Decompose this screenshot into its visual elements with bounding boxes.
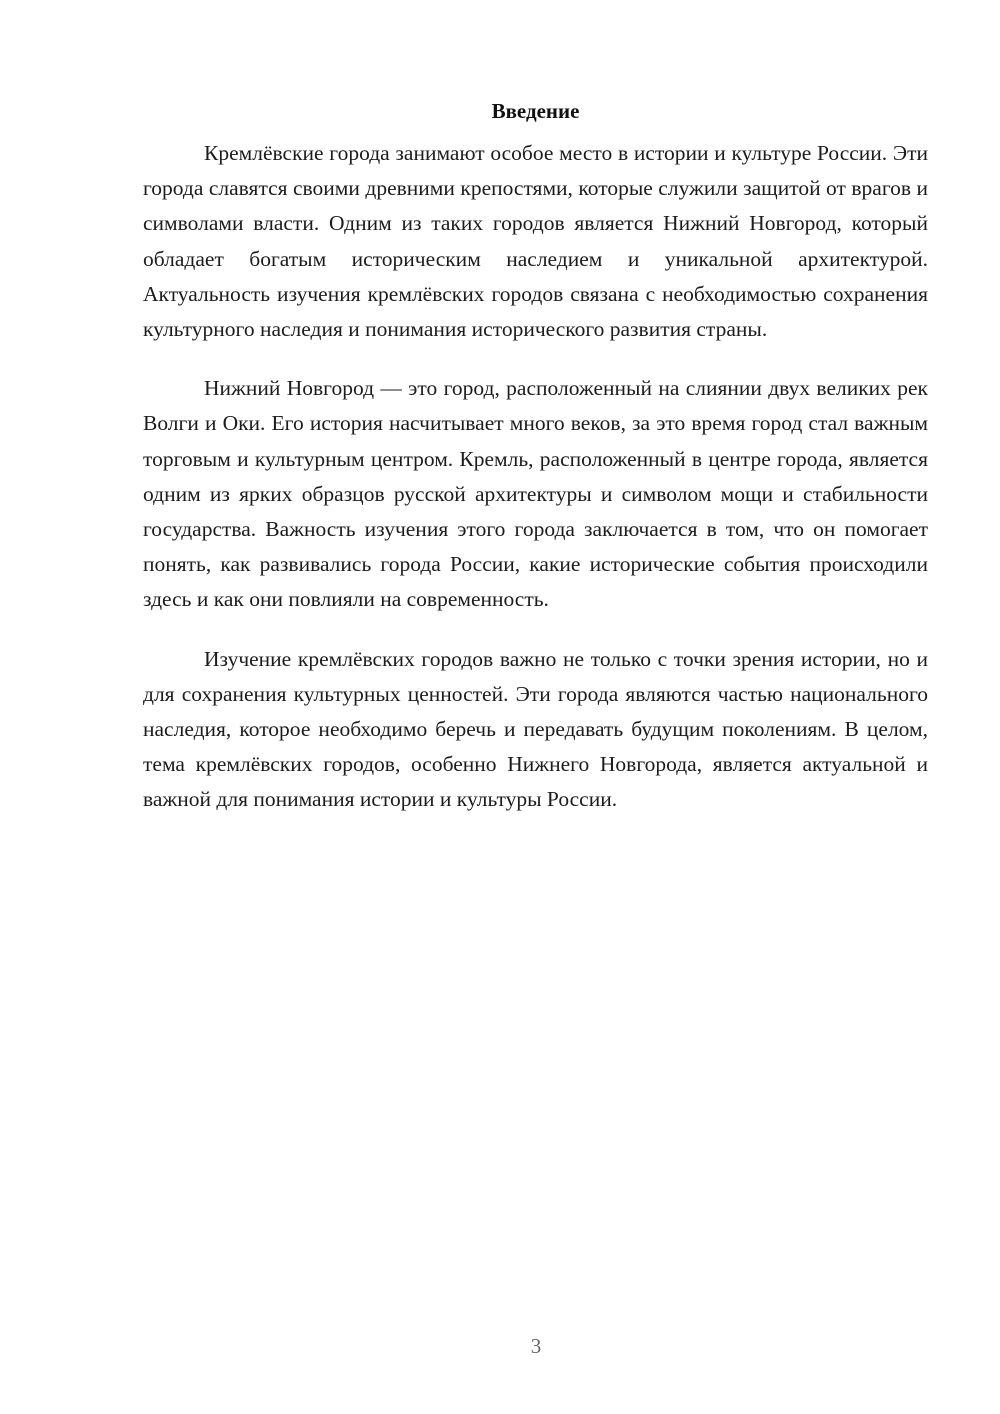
paragraph-2: Нижний Новгород — это город, расположенный на слиянии двух великих рек Волги и Оки. Его история насчитывает много веков, за это время город стал важным торговым и культурным центром. Кремль, расположенный в центре города, является одним из ярких образцов русской архитектуры и символом мощи и стабильности государства. Важность изучения этого города заключается в том, что он помогает понять, как развивались города России, какие исторические события происходили здесь и как они повлияли на современность.: [143, 376, 928, 612]
page-number: 3: [530, 1334, 542, 1358]
page-content: [143, 96, 928, 842]
paragraph-3: Изучение кремлёвских городов важно не только с точки зрения истории, но и для сохранения культурных ценностей. Эти города являются частью национального наследия, которое необходимо беречь и передавать будущим поколениям. В целом, тема кремлёвских городов, особенно Нижнего Новгорода, является актуальной и важной для понимания истории и культуры России.: [143, 646, 928, 812]
section-heading: Введение: [491, 99, 580, 123]
paragraph-1: Кремлёвские города занимают особое место в истории и культуре России. Эти города славятся своими древними крепостями, которые служили защитой от врагов и символами власти. Одним из таких городов является Нижний Новгород, который обладает богатым историческим наследием и уникальной архитектурой. Актуальность изучения кремлёвских городов связана с необходимостью сохранения культурного наследия и понимания исторического развития страны.: [143, 141, 928, 342]
